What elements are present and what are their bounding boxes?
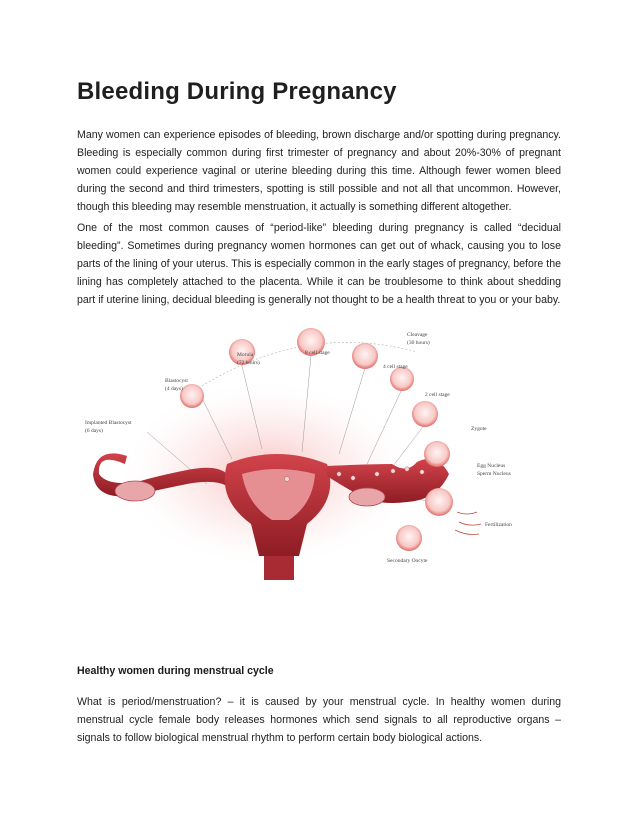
label-2-cell: 2 cell stage — [425, 392, 450, 398]
section-heading: Healthy women during menstrual cycle — [77, 665, 274, 677]
label-morula-time: (72 hours) — [237, 360, 260, 366]
label-secondary-oocyte: Secondary Oocyte — [387, 558, 428, 564]
decidual-paragraph: One of the most common causes of “period-like” bleeding during pregnancy is called “decidual bleeding”. Sometimes during pregnancy women hormones can get out of whack, causing you to lose parts of the lining of your uterus. This is especially common in the early stages of pregnancy, before the lining has completely attached to the placenta. While it can be troublesome to think about shedding part if uterine lining, decidual bleeding is generally not thought to be a health threat to you or your baby. — [77, 222, 561, 306]
label-sperm-nucleus: Sperm Nucleus — [477, 471, 511, 477]
fertilization-illustration — [77, 324, 561, 584]
label-blastocyst: Blastocyst — [165, 378, 188, 384]
label-blastocyst-time: (4 days) — [165, 386, 183, 392]
sperm-tails — [455, 512, 481, 535]
label-cleavage: Cleavage — [407, 332, 428, 338]
intro-paragraph: Many women can experience episodes of bleeding, brown discharge and/or spotting during pregnancy. Bleeding is especially common during first trimester of pregnancy and about 20%-30% of pregnant women could experience vaginal or uterine bleeding during this time. Although fewer women bleed during the second and third trimesters, spotting is still possible and not all that uncommon. However, though this bleeding may resemble menstruation, it actually is something different altogether. — [77, 129, 561, 213]
label-4-cell: 4 cell stage — [383, 364, 408, 370]
label-morula: Morula — [237, 352, 254, 358]
label-implanted: Implanted Blastocyst — [85, 420, 132, 426]
label-egg-nucleus: Egg Nucleus — [477, 463, 506, 469]
menstruation-paragraph: What is period/menstruation? – it is caused by your menstrual cycle. In healthy women during menstrual cycle female body releases hormones which send signals to all reproductive organs – signals to follow biological menstrual rhythm to perform certain body biological actions. — [77, 696, 561, 744]
label-cleavage-time: (30 hours) — [407, 340, 430, 346]
label-fertilization: Fertilization — [485, 522, 512, 528]
label-zygote: Zygote — [471, 426, 487, 432]
label-implanted-time: (6 days) — [85, 428, 103, 434]
page-title: Bleeding During Pregnancy — [77, 78, 397, 105]
label-8-cell: 8 cell stage — [305, 350, 330, 356]
